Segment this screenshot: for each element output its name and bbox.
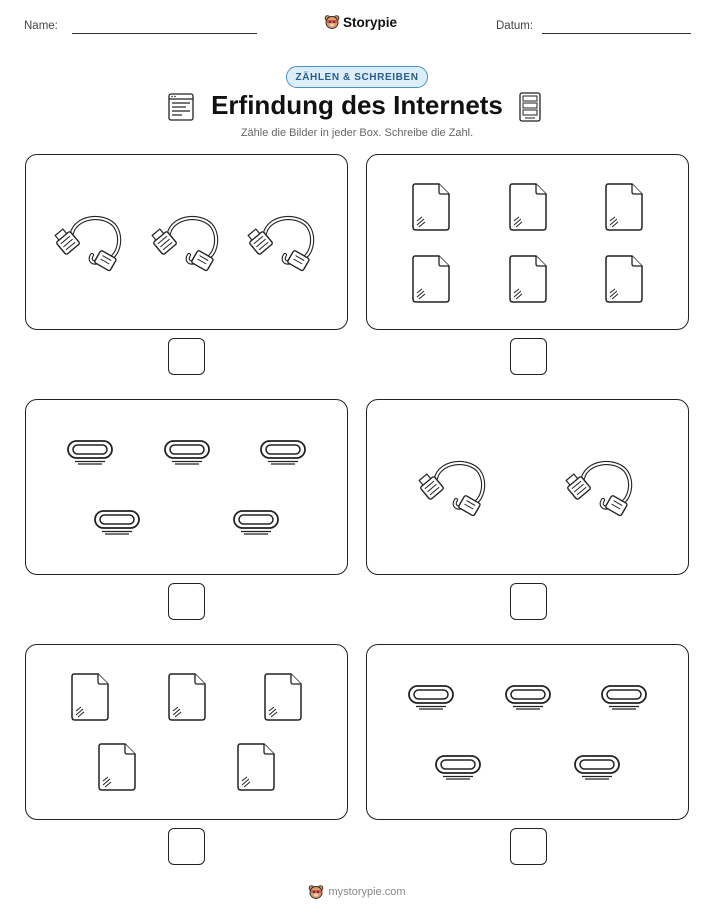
document-icon <box>95 741 139 798</box>
usb-c-port-icon <box>232 508 280 541</box>
usb-c-port-icon <box>600 683 648 716</box>
answer-box-3[interactable] <box>168 583 205 620</box>
name-label: Name: <box>24 20 58 32</box>
storypie-logo <box>324 12 397 32</box>
date-label: Datum: <box>496 20 534 32</box>
answer-box-5[interactable] <box>168 828 205 865</box>
document-icon <box>261 671 305 728</box>
document-icon <box>602 181 646 238</box>
answer-box-6[interactable] <box>510 828 547 865</box>
answer-box-2[interactable] <box>510 338 547 375</box>
usb-c-port-icon <box>407 683 455 716</box>
document-icon <box>234 741 278 798</box>
document-icon <box>506 181 550 238</box>
document-icon <box>409 181 453 238</box>
usb-c-port-icon <box>163 438 211 471</box>
category-badge: ZÄHLEN & SCHREIBEN <box>286 66 428 88</box>
ethernet-cable-icon <box>151 209 223 280</box>
counting-box-1 <box>25 154 348 330</box>
document-icon <box>68 671 112 728</box>
logo-text: Storypie <box>343 14 398 30</box>
page-title: Erfindung des Internets <box>211 90 503 120</box>
bear-mascot-icon <box>324 14 340 30</box>
footer <box>0 884 714 900</box>
footer-url: mystorypie.com <box>328 886 406 898</box>
counting-box-5 <box>25 644 348 820</box>
ethernet-cable-icon <box>247 209 319 280</box>
server-icon <box>518 92 542 122</box>
answer-box-1[interactable] <box>168 338 205 375</box>
document-icon <box>506 253 550 310</box>
document-icon <box>409 253 453 310</box>
usb-c-port-icon <box>434 753 482 786</box>
usb-c-port-icon <box>504 683 552 716</box>
instructions: Zähle die Bilder in jeder Box. Schreibe die Zahl. <box>240 127 474 139</box>
usb-c-port-icon <box>573 753 621 786</box>
date-line[interactable] <box>542 33 691 34</box>
usb-c-port-icon <box>259 438 307 471</box>
document-icon <box>165 671 209 728</box>
usb-c-port-icon <box>66 438 114 471</box>
document-icon <box>602 253 646 310</box>
counting-box-3 <box>25 399 348 575</box>
answer-box-4[interactable] <box>510 583 547 620</box>
ethernet-cable-icon <box>54 209 126 280</box>
counting-box-2 <box>366 154 689 330</box>
footer-bear-icon <box>308 884 324 900</box>
ethernet-cable-icon <box>418 454 490 525</box>
ethernet-cable-icon <box>565 454 637 525</box>
usb-c-port-icon <box>93 508 141 541</box>
counting-box-4 <box>366 399 689 575</box>
counting-box-6 <box>366 644 689 820</box>
name-line[interactable] <box>72 33 257 34</box>
